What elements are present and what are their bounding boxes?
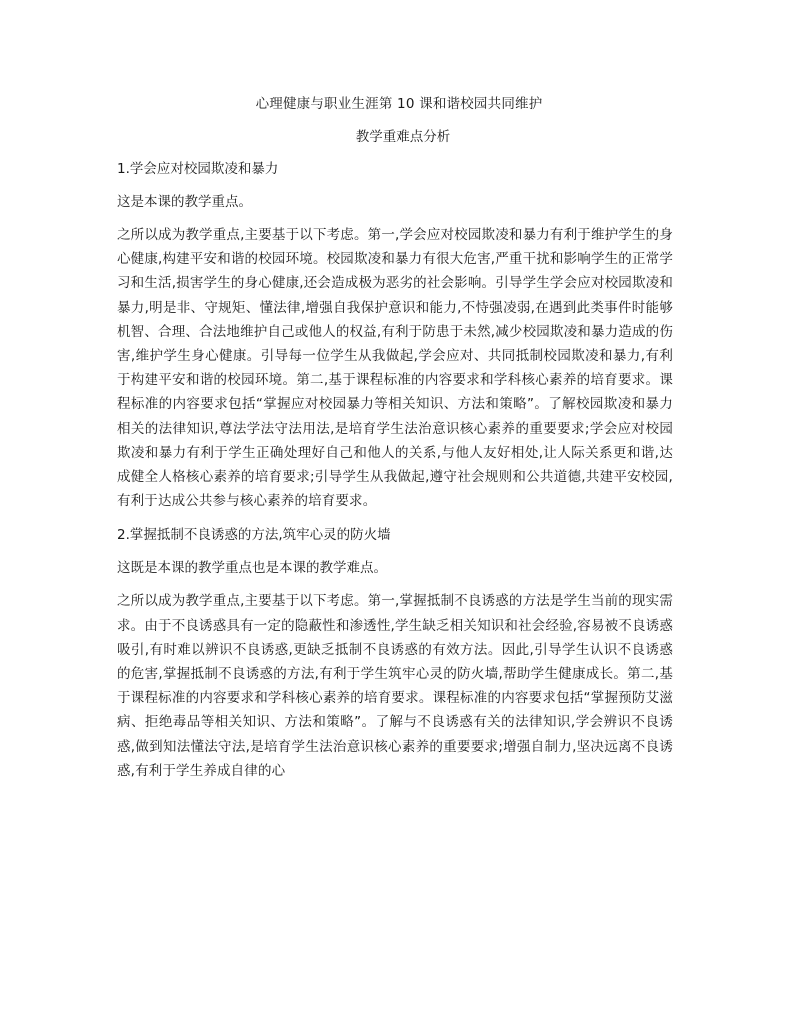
section-heading-2: 2.掌握抵制不良诱惑的方法,筑牢心灵的防火墙 [117,527,391,544]
section-note-1: 这是本课的教学重点。 [117,194,252,210]
section-paragraph-2: 之所以成为教学重点,主要基于以下考虑。第一,掌握抵制不良诱惑的方法是学生当前的现实需求。由于不良诱惑具有一定的隐蔽性和渗透性,学生缺乏相关知识和社会经验,容易被不良诱惑吸引,有时难以辨识不良诱惑,更缺乏抵制不良诱惑的有效方法。因此,引导学生认识不良诱惑的危害,掌握抵制不良诱惑的方法,有利于学生筑牢心灵的防火墙,帮助学生健康成长。第二,基于课程标准的内容要求和学科核心素养的培育要求。课程标准的内容要求包括“掌握预防艾滋病、拒绝毒品等相关知识、方法和策略”。了解与不良诱惑有关的法律知识,学会辨识不良诱惑,做到知法懂法守法,是培育学生法治意识核心素养的重要要求;增强自制力,坚决远离不良诱惑,有利于学生养成自律的心 [117,593,673,779]
document-body [117,94,673,783]
section-note-2: 这既是本课的教学重点也是本课的教学难点。 [117,560,387,577]
document-title: 心理健康与职业生涯第 10 课和谐校园共同维护 [255,96,543,112]
section-heading-1: 1.学会应对校园欺凌和暴力 [117,161,279,177]
document-subtitle: 教学重难点分析 [355,129,451,145]
section-paragraph-1: 之所以成为教学重点,主要基于以下考虑。第一,学会应对校园欺凌和暴力有利于维护学生的身心健康,构建平安和谐的校园环境。校园欺凌和暴力有很大危害,严重干扰和影响学生的正常学习和生活,损害学生的身心健康,还会造成极为恶劣的社会影响。引导学生学会应对校园欺凌和暴力,明是非、守规矩、懂法律,增强自我保护意识和能力,不恃强凌弱,在遇到此类事件时能够机智、合理、合法地维护自己或他人的权益,有利于防患于未然,减少校园欺凌和暴力造成的伤害,维护学生身心健康。引导每一位学生从我做起,学会应对、共同抵制校园欺凌和暴力,有利于构建平安和谐的校园环境。第二,基于课程标准的内容要求和学科核心素养的培育要求。课程标准的内容要求包括“掌握应对校园暴力等相关知识、方法和策略”。了解校园欺凌和暴力相关的法律知识,尊法学法守法用法,是培育学生法治意识核心素养的重要要求;学会应对校园欺凌和暴力有利于学生正确处理好自己和他人的关系,与他人友好相处,让人际关系更和谐,达成健全人格核心素养的培育要求;引导学生从我做起,遵守社会规则和公共道德,共建平安校园,有利于达成公共参与核心素养的培育要求。 [117,227,673,510]
